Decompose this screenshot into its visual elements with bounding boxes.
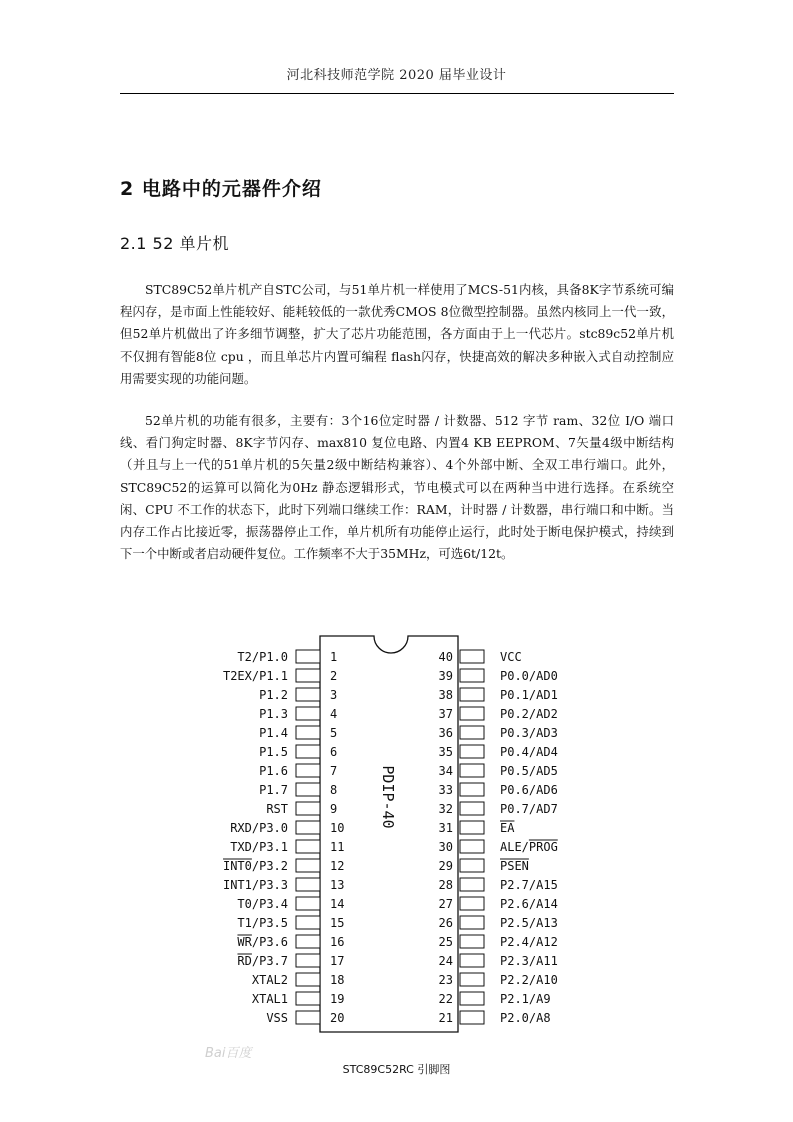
running-header: 河北科技师范学院 2020 届毕业设计	[286, 68, 507, 83]
pin-stub	[296, 650, 320, 663]
pin-label: P2.6/A14	[500, 897, 558, 911]
pin-stub	[296, 916, 320, 929]
right-pin-group	[439, 650, 558, 1025]
pin-label: P0.4/AD4	[500, 745, 558, 759]
pin-stub	[460, 821, 484, 834]
pin-number: 6	[330, 745, 338, 759]
pin-number: 40	[438, 650, 453, 664]
pin-label: P1.3	[259, 707, 288, 721]
pin-26	[439, 916, 558, 930]
pin-stub	[296, 669, 320, 682]
pin-15	[237, 916, 344, 930]
pin-label: P0.1/AD1	[500, 688, 558, 702]
pin-stub	[460, 1011, 484, 1024]
pin-label: P0.7/AD7	[500, 802, 558, 816]
pin-12	[223, 859, 344, 873]
pin-stub	[460, 840, 484, 853]
pin-stub	[460, 688, 484, 701]
pin-stub	[460, 669, 484, 682]
pin-27	[439, 897, 558, 911]
pin-31	[439, 821, 516, 835]
pin-number: 17	[330, 954, 345, 968]
pin-33	[439, 783, 558, 797]
pin-stub	[460, 954, 484, 967]
pin-8	[259, 783, 337, 797]
pin-label: P2.7/A15	[500, 878, 558, 892]
pin-label: P0.3/AD3	[500, 726, 558, 740]
pin-number: 5	[330, 726, 338, 740]
pin-label: PSEN	[500, 859, 529, 873]
pin-stub	[296, 1011, 320, 1024]
pin-25	[439, 935, 558, 949]
pin-label: P2.4/A12	[500, 935, 558, 949]
pin-label: VSS	[266, 1011, 288, 1025]
pin-3	[259, 688, 337, 702]
pin-24	[439, 954, 558, 968]
pin-stub	[296, 745, 320, 758]
header-rule	[120, 93, 674, 94]
pin-stub	[460, 992, 484, 1005]
pin-28	[439, 878, 558, 892]
pin-number: 11	[330, 840, 345, 854]
pin-6	[259, 745, 337, 759]
pin-label: P0.6/AD6	[500, 783, 558, 797]
pin-stub	[460, 878, 484, 891]
pin-7	[259, 764, 337, 778]
pin-label: INT0/P3.2	[222, 859, 288, 873]
pin-stub	[296, 897, 320, 910]
pin-5	[259, 726, 337, 740]
pin-label: P2.5/A13	[500, 916, 558, 930]
pin-number: 10	[330, 821, 345, 835]
left-pin-group	[223, 650, 344, 1025]
pin-19	[252, 992, 345, 1006]
pin-stub	[296, 878, 320, 891]
pin-label: P2.0/A8	[500, 1011, 551, 1025]
pin-20	[266, 1011, 344, 1025]
pin-stub	[460, 973, 484, 986]
pin-number: 39	[438, 669, 453, 683]
pin-label: RST	[266, 802, 288, 816]
pin-stub	[296, 859, 320, 872]
pin-29	[439, 859, 529, 873]
pin-21	[439, 1011, 551, 1025]
watermark: Bai百度	[205, 1046, 252, 1061]
pin-number: 3	[330, 688, 338, 702]
pin-number: 38	[438, 688, 453, 702]
pin-label: RXD/P3.0	[230, 821, 288, 835]
pin-37	[439, 707, 558, 721]
pin-stub	[460, 764, 484, 777]
pin-stub	[296, 688, 320, 701]
pin-number: 14	[330, 897, 345, 911]
pin-number: 8	[330, 783, 338, 797]
figure-caption: STC89C52RC 引脚图	[342, 1063, 451, 1076]
pin-number: 20	[330, 1011, 345, 1025]
section-title: 2.1 52 单片机	[120, 234, 229, 253]
pin-stub	[460, 783, 484, 796]
pin-22	[439, 992, 551, 1006]
pin-stub	[296, 935, 320, 948]
pin-label: P2.1/A9	[500, 992, 551, 1006]
pin-label: P1.5	[259, 745, 288, 759]
pin-label: P0.2/AD2	[500, 707, 558, 721]
pin-label: P2.2/A10	[500, 973, 558, 987]
pin-number: 35	[438, 745, 453, 759]
pin-number: 26	[438, 916, 453, 930]
pin-label: P1.2	[259, 688, 288, 702]
pin-16	[237, 935, 344, 949]
pin-23	[439, 973, 558, 987]
pin-11	[230, 840, 344, 854]
pin-number: 34	[438, 764, 453, 778]
pin-number: 24	[438, 954, 453, 968]
pin-stub	[296, 707, 320, 720]
pin-9	[266, 802, 337, 816]
pin-stub	[296, 954, 320, 967]
pin-number: 13	[330, 878, 345, 892]
pin-stub	[296, 821, 320, 834]
pin-10	[230, 821, 344, 835]
pin-number: 36	[438, 726, 453, 740]
pin-label: ALE/PROG	[500, 840, 558, 854]
pin-number: 1	[330, 650, 338, 664]
pin-number: 28	[438, 878, 453, 892]
pin-label: P1.6	[259, 764, 288, 778]
pin-stub	[460, 859, 484, 872]
pin-36	[439, 726, 558, 740]
pin-label: WR/P3.6	[237, 935, 288, 949]
pin-30	[439, 840, 558, 854]
pin-number: 32	[438, 802, 453, 816]
pin-stub	[460, 707, 484, 720]
pin-label: TXD/P3.1	[230, 840, 288, 854]
pin-34	[439, 764, 558, 778]
pin-number: 7	[330, 764, 338, 778]
pin-label: VCC	[500, 650, 522, 664]
pin-stub	[460, 745, 484, 758]
pin-number: 12	[330, 859, 345, 873]
pin-number: 30	[438, 840, 453, 854]
pin-label: P1.7	[259, 783, 288, 797]
pin-32	[439, 802, 558, 816]
package-label: PDIP-40	[379, 765, 397, 829]
pin-35	[439, 745, 558, 759]
pin-39	[439, 669, 558, 683]
pin-label: XTAL2	[251, 973, 288, 987]
pin-number: 29	[438, 859, 453, 873]
pin-stub	[460, 802, 484, 815]
pin-stub	[460, 726, 484, 739]
pin-label: INT1/P3.3	[222, 878, 288, 892]
pin-label: T2EX/P1.1	[222, 669, 288, 683]
pin-4	[259, 707, 337, 721]
pin-number: 22	[438, 992, 453, 1006]
pin-label: P2.3/A11	[500, 954, 558, 968]
pin-stub	[296, 992, 320, 1005]
pin-stub	[460, 897, 484, 910]
pin-stub	[296, 783, 320, 796]
pin-label: T1/P3.5	[237, 916, 288, 930]
pin-number: 37	[438, 707, 453, 721]
pin-label: P0.0/AD0	[500, 669, 558, 683]
pin-18	[252, 973, 345, 987]
pin-number: 9	[330, 802, 338, 816]
pin-38	[439, 688, 558, 702]
pin-label: P1.4	[259, 726, 288, 740]
pin-stub	[460, 935, 484, 948]
pin-label: XTAL1	[251, 992, 288, 1006]
pin-number: 2	[330, 669, 338, 683]
pin-number: 25	[438, 935, 453, 949]
pin-17	[237, 954, 344, 968]
pin-stub	[296, 973, 320, 986]
pin-2	[223, 669, 337, 683]
pin-label: EA	[500, 821, 515, 835]
pin-number: 21	[438, 1011, 453, 1025]
pin-number: 18	[330, 973, 345, 987]
paragraph-1: STC89C52单片机产自STC公司，与51单片机一样使用了MCS-51内核，具备8K字节系统可编程闪存，是市面上性能较好、能耗较低的一款优秀CMOS 8位微型控制器。虽然内核同上一代一致，但52单片机做出了许多细节调整，扩大了芯片功能范围，各方面由于上一代芯片。stc89c52单片机不仅拥有智能8位 cpu ，而且单芯片内置可编程 flash闪存，快捷高效的解决多种嵌入式自动控制应用需要实现的功能问题。	[120, 282, 674, 386]
pin-number: 23	[438, 973, 453, 987]
pin-number: 27	[438, 897, 453, 911]
pin-stub	[296, 802, 320, 815]
pin-stub	[460, 916, 484, 929]
pin-number: 31	[438, 821, 453, 835]
pin-label: T0/P3.4	[237, 897, 288, 911]
pin-1	[237, 650, 337, 664]
pin-stub	[296, 726, 320, 739]
pin-stub	[460, 650, 484, 663]
pin-number: 15	[330, 916, 345, 930]
pinout-diagram	[190, 632, 590, 1037]
pin-label: T2/P1.0	[237, 650, 288, 664]
pin-label: RD/P3.7	[237, 954, 288, 968]
paragraph-2: 52单片机的功能有很多，主要有：3个16位定时器 / 计数器、512 字节 ram、32位 I/O 端口线、看门狗定时器、8K字节闪存、max810 复位电路、内置4 KB EEPROM、7矢量4级中断结构（并且与上一代的51单片机的5矢量2级中断结构兼容）、4个外部中断、全双工串行端口。此外，STC89C52的运算可以简化为0Hz 静态逻辑形式，节电模式可以在两种当中进行选择。在系统空闲、CPU 不工作的状态下，此时下列端口继续工作：RAM，计时器 / 计数器，串行端口和中断。当内存工作占比接近零，振荡器停止工作，单片机所有功能停止运行，此时处于断电保护模式，持续到下一个中断或者启动硬件复位。工作频率不大于35MHz，可选6t/12t。	[120, 413, 674, 562]
pin-13	[223, 878, 344, 892]
pin-number: 33	[438, 783, 453, 797]
pin-number: 19	[330, 992, 345, 1006]
pin-stub	[296, 840, 320, 853]
pin-40	[439, 650, 522, 664]
pin-label: P0.5/AD5	[500, 764, 558, 778]
pin-number: 16	[330, 935, 345, 949]
pin-14	[237, 897, 344, 911]
pin-stub	[296, 764, 320, 777]
chapter-title: 2 电路中的元器件介绍	[120, 178, 322, 200]
pin-number: 4	[330, 707, 338, 721]
